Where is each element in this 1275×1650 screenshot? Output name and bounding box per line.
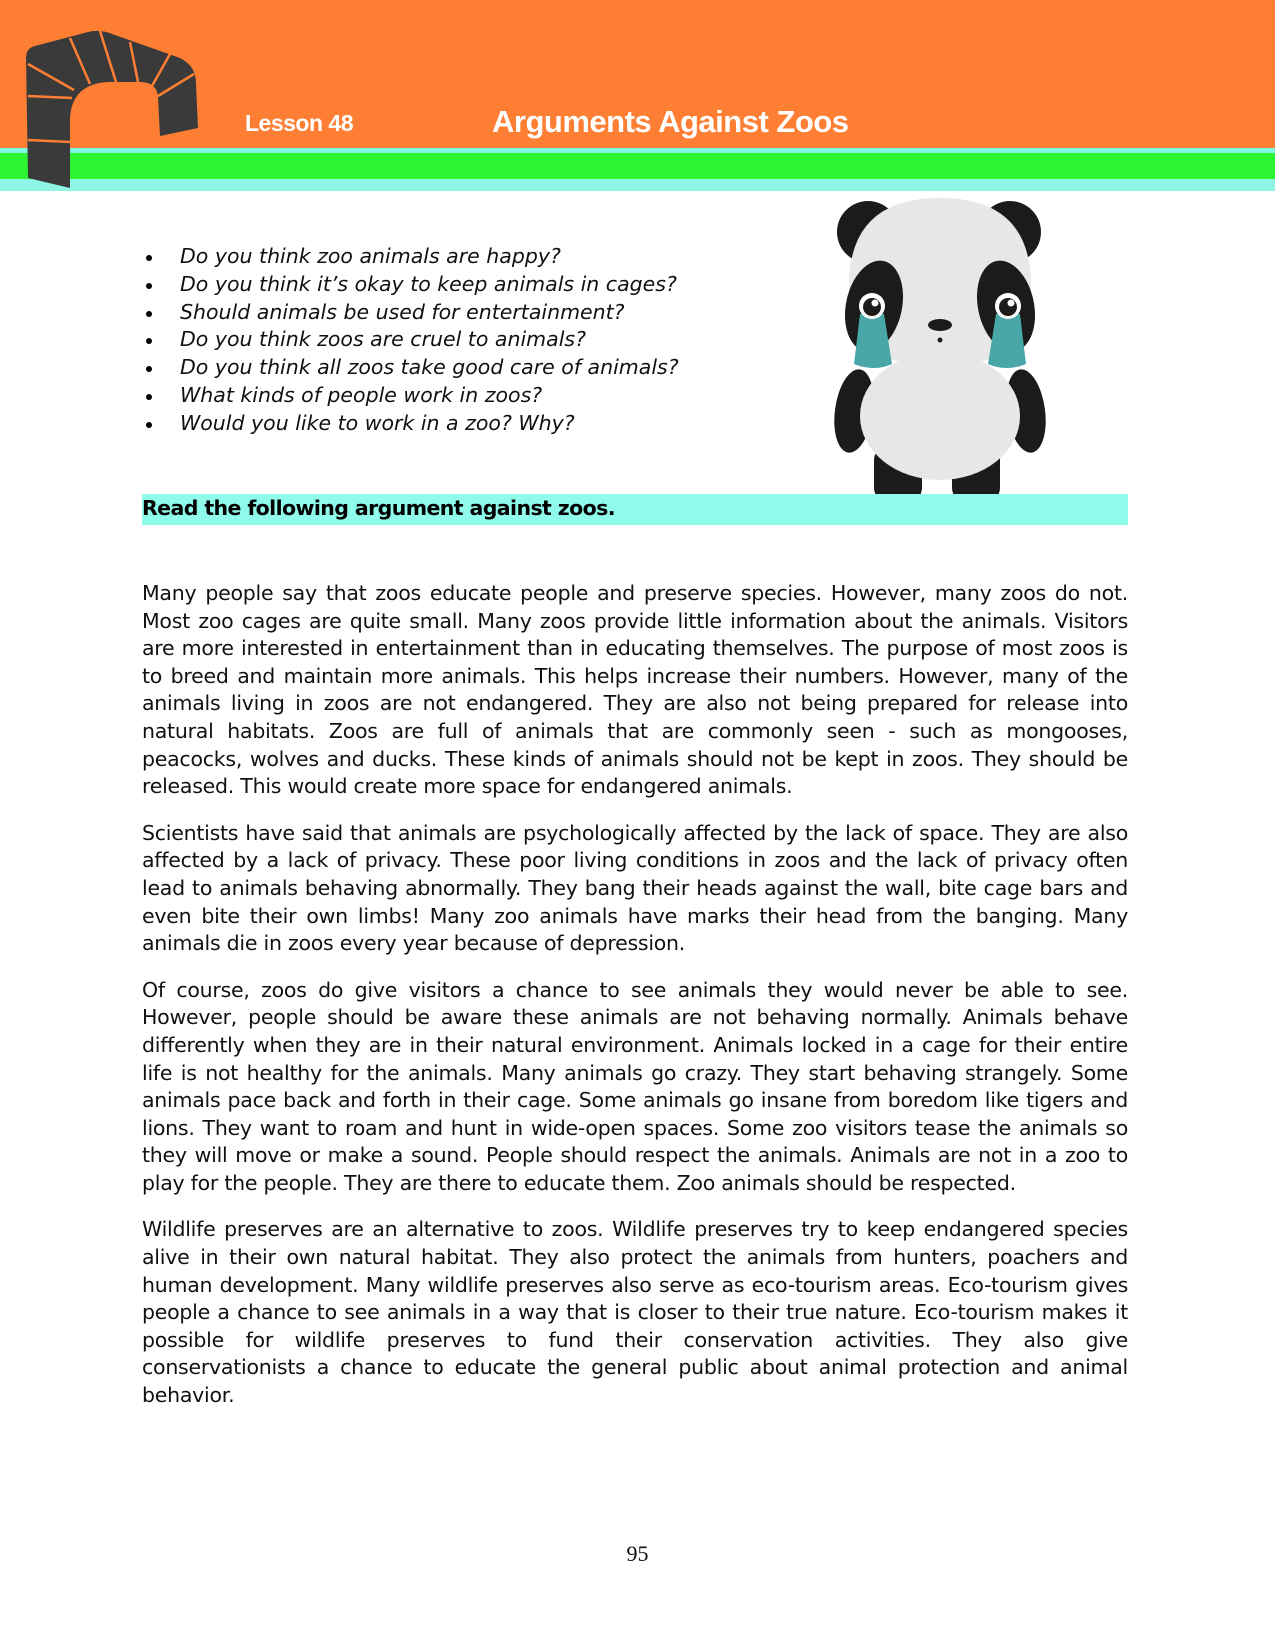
arch-logo-icon bbox=[20, 28, 210, 196]
paragraph: Scientists have said that animals are psychologically affected by the lack of space. They are also affected by a lack of privacy. These poor living conditions in zoos and the lack of privacy often lead to animals behaving abnormally. They bang their heads against the wall, bite cage bars and even bite their own limbs! Many zoo animals have marks their head from the banging. Many animals die in zoos every year because of depression. bbox=[142, 820, 1128, 956]
article-body bbox=[142, 580, 1128, 1429]
question-item: What kinds of people work in zoos? bbox=[142, 382, 679, 410]
page-title: Arguments Against Zoos bbox=[492, 104, 849, 139]
paragraph: Of course, zoos do give visitors a chance to see animals they would never be able to see. However, people should be aware these animals are not behaving normally. Animals behave differently when they are in their natural environment. Animals locked in a cage for their entire life is not healthy for the animals. Many animals go crazy. They start behaving strangely. Some animals pace back and forth in their cage. Some animals go insane from boredom like tigers and lions. They want to roam and hunt in wide-open spaces. Some zoo visitors tease the animals so they will move or make a sound. People should respect the animals. Animals are not in a zoo to play for the people. They are there to educate them. Zoo animals should be respected. bbox=[142, 977, 1128, 1195]
question-item: Do you think zoos are cruel to animals? bbox=[142, 326, 679, 354]
paragraph: Many people say that zoos educate people and preserve species. However, many zoos do not. Most zoo cages are quite small. Many zoos provide little information about the animals. Visitors are more interested in entertainment than in educating themselves. The purpose of most zoos is to breed and maintain more animals. This helps increase their numbers. However, many of the animals living in zoos are not endangered. They are also not being prepared for release into natural habitats. Zoos are full of animals that are commonly seen - such as mongooses, peacocks, wolves and ducks. These kinds of animals should not be kept in zoos. They should be released. This would create more space for endangered animals. bbox=[142, 581, 1128, 799]
lesson-label: Lesson 48 bbox=[245, 110, 353, 136]
question-item: Do you think all zoos take good care of animals? bbox=[142, 354, 679, 382]
instruction-text: Read the following argument against zoos. bbox=[142, 496, 615, 520]
question-item: Do you think zoo animals are happy? bbox=[142, 243, 679, 271]
instruction-banner bbox=[142, 494, 1128, 525]
crying-panda-icon bbox=[830, 196, 1050, 508]
discussion-questions bbox=[142, 243, 679, 438]
question-item: Would you like to work in a zoo? Why? bbox=[142, 410, 679, 438]
paragraph: Wildlife preserves are an alternative to zoos. Wildlife preserves try to keep endangered species alive in their own natural habitat. They also protect the animals from hunters, poachers and human development. Many wildlife preserves also serve as eco-tourism areas. Eco-tourism gives people a chance to see animals in a way that is closer to their true nature. Eco-tourism makes it possible for wildlife preserves to fund their conservation activities. They also give conservationists a chance to educate the general public about animal protection and animal behavior. bbox=[142, 1217, 1128, 1408]
page-number: 95 bbox=[626, 1541, 649, 1566]
question-item: Do you think it’s okay to keep animals in cages? bbox=[142, 271, 679, 299]
question-item: Should animals be used for entertainment? bbox=[142, 299, 679, 327]
